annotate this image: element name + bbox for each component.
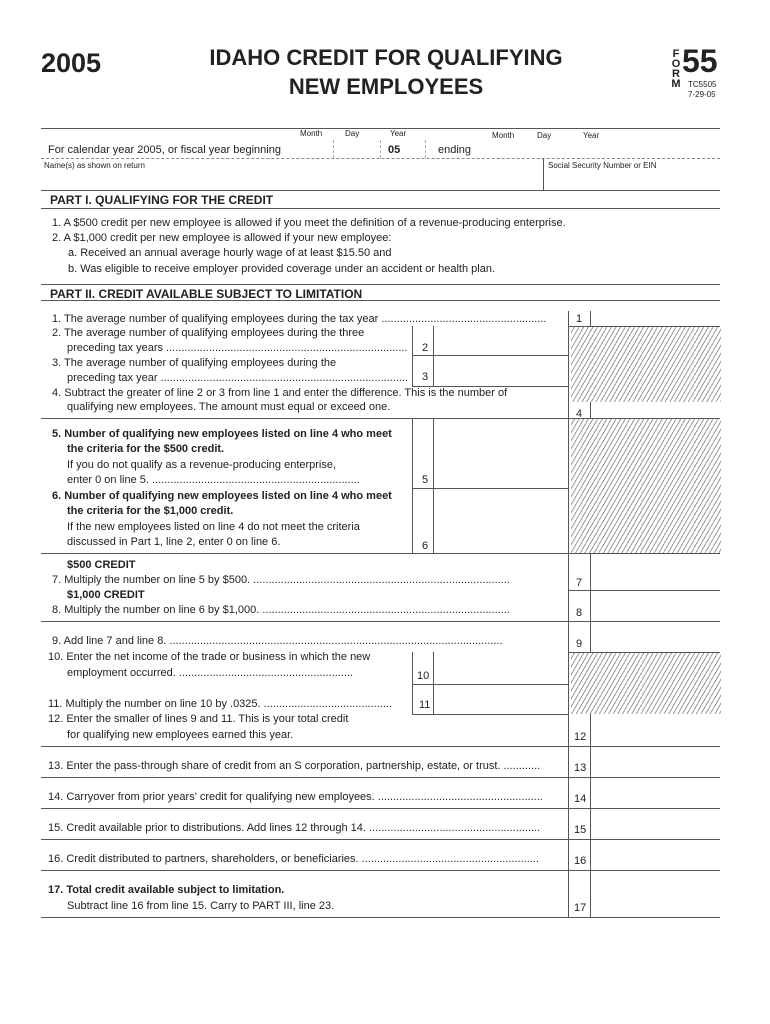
line7-text: 7. Multiply the number on line 5 by $500. .................................................................................... [52, 574, 510, 586]
line17-amount[interactable] [591, 871, 720, 916]
line5-note-cont: enter 0 on line 5. .................................................................... [67, 474, 360, 486]
part1-line2: 2. A $1,000 credit per new employee is allowed if your new employee: [52, 232, 392, 244]
line6-text-cont: the criteria for the $1,000 credit. [67, 505, 234, 517]
line-number: 5 [422, 474, 429, 486]
line17-text-cont: Subtract line 16 from line 15. Carry to PART III, line 23. [67, 900, 335, 912]
name-label: Name(s) as shown on return [44, 161, 145, 170]
divider [412, 652, 413, 714]
line16-text: 16. Credit distributed to partners, shareholders, or beneficiaries. .......................................................... [48, 853, 539, 865]
line3-text: 3. The average number of qualifying employees during the [52, 357, 337, 369]
ssn-field[interactable] [544, 170, 720, 188]
line8-text: 8. Multiply the number on line 6 by $1,000. ................................................................................. [52, 604, 510, 616]
form-letter: M [671, 78, 681, 90]
line-number: 6 [422, 540, 429, 552]
line-number: 3 [422, 371, 429, 383]
line13-text: 13. Enter the pass-through share of credit from an S corporation, partnership, estate, or trust. ............ [48, 760, 541, 772]
begin-month-field[interactable] [333, 140, 381, 158]
line5-text-cont: the criteria for the $500 credit. [67, 443, 225, 455]
title-line-1: IDAHO CREDIT FOR QUALIFYING [209, 45, 563, 70]
form-code [688, 80, 716, 100]
form-letter: O [671, 58, 681, 70]
line4-amount[interactable] [591, 402, 720, 418]
divider [412, 418, 413, 553]
rule [568, 326, 720, 327]
line5-note: If you do not qualify as a revenue-producing enterprise, [67, 459, 337, 471]
line11-amount[interactable] [434, 685, 568, 713]
line8-amount[interactable] [591, 591, 720, 620]
line6-note: If the new employees listed on line 4 do not meet the criteria [67, 521, 360, 533]
line12-amount[interactable] [591, 715, 720, 745]
line7-amount[interactable] [591, 555, 720, 590]
line14-amount[interactable] [591, 778, 720, 807]
line11-text: 11. Multiply the number on line 10 by .0325. .......................................... [48, 698, 393, 710]
line-number: 4 [576, 408, 583, 420]
line10-text-cont: employment occurred. ......................................................... [67, 667, 354, 679]
line2-text-cont: preceding tax years ............................................................................... [67, 342, 408, 354]
part1-line1: 1. A $500 credit per new employee is allowed if you meet the definition of a revenue-producing enterprise. [52, 217, 566, 229]
line4-text: 4. Subtract the greater of line 2 or 3 from line 1 and enter the difference. This is the number of [52, 387, 508, 399]
rule [41, 418, 720, 419]
line17-text: 17. Total credit available subject to limitation. [48, 884, 285, 896]
rule [41, 300, 720, 301]
name-field[interactable] [41, 160, 543, 188]
rule [41, 128, 720, 129]
title-line-2: NEW EMPLOYEES [288, 74, 484, 99]
line2-text: 2. The average number of qualifying employees during the three [52, 327, 365, 339]
line3-text-cont: preceding tax year ................................................................................. [67, 372, 409, 384]
line-number: 11 [419, 699, 431, 711]
calendar-year-text: For calendar year 2005, or fiscal year beginning [48, 144, 281, 156]
line4-text-cont: qualifying new employees. The amount must equal or exceed one. [67, 401, 391, 413]
line9-amount[interactable] [591, 622, 720, 651]
line-number: 1 [576, 313, 583, 325]
line2-amount[interactable] [434, 326, 568, 354]
part1-line2b: b. Was eligible to receive employer provided coverage under an accident or health plan. [68, 263, 496, 275]
form-title [170, 43, 602, 101]
1000-credit-heading: $1,000 CREDIT [67, 589, 145, 601]
line5-amount[interactable] [434, 418, 568, 487]
line-number: 7 [576, 577, 583, 589]
line-number: 14 [574, 793, 587, 805]
line12-text: 12. Enter the smaller of lines 9 and 11. This is your total credit [48, 713, 349, 725]
divider [412, 326, 413, 386]
line6-amount[interactable] [434, 489, 568, 552]
line-number: 13 [574, 762, 587, 774]
form-code-id: TC5505 [688, 80, 717, 89]
ending-label: ending [438, 144, 472, 156]
line-number: 15 [574, 824, 587, 836]
end-date-field[interactable] [480, 140, 720, 158]
part1-line2a: a. Received an annual average hourly wage of at least $15.50 and [68, 247, 392, 259]
line-number: 12 [574, 731, 587, 743]
end-year-label: Year [583, 131, 600, 140]
ssn-label: Social Security Number or EIN [548, 161, 657, 170]
line-number: 17 [574, 902, 587, 914]
year-label: Year [390, 129, 407, 138]
line15-text: 15. Credit available prior to distributions. Add lines 12 through 14. ........................................................ [48, 822, 541, 834]
part1-heading: PART I. QUALIFYING FOR THE CREDIT [50, 193, 274, 207]
end-month-label: Month [492, 131, 515, 140]
line-number: 10 [417, 670, 430, 682]
line9-text: 9. Add line 7 and line 8. ............................................................................................................. [52, 635, 503, 647]
shaded-area [571, 652, 721, 714]
end-day-label: Day [537, 131, 552, 140]
500-credit-heading: $500 CREDIT [67, 559, 136, 571]
line12-text-cont: for qualifying new employees earned this year. [67, 729, 294, 741]
rule [41, 284, 720, 285]
day-label: Day [345, 129, 360, 138]
begin-day-field[interactable] [379, 140, 426, 158]
rule [41, 190, 720, 191]
part2-heading: PART II. CREDIT AVAILABLE SUBJECT TO LIMITATION [50, 287, 363, 301]
line16-amount[interactable] [591, 840, 720, 869]
form-letter: F [672, 48, 680, 60]
month-label: Month [300, 129, 323, 138]
rule [41, 208, 720, 209]
form-number: 55 [682, 43, 718, 79]
rule [568, 652, 720, 653]
tax-year: 2005 [41, 48, 102, 78]
line10-text: 10. Enter the net income of the trade or business in which the new [48, 651, 371, 663]
line3-amount[interactable] [434, 356, 568, 384]
line6-note-cont: discussed in Part 1, line 2, enter 0 on line 6. [67, 536, 281, 548]
rule [41, 158, 720, 159]
rule [412, 714, 568, 715]
line1-text: 1. The average number of qualifying employees during the tax year ...................................................... [52, 313, 547, 325]
form-revision-date: 7-29-05 [688, 90, 716, 99]
form-vertical-label [671, 49, 681, 89]
line14-text: 14. Carryover from prior years' credit for qualifying new employees. ...................................................... [48, 791, 543, 803]
line-number: 8 [576, 607, 583, 619]
line5-text: 5. Number of qualifying new employees listed on line 4 who meet [52, 428, 392, 440]
line13-amount[interactable] [591, 747, 720, 776]
line6-text: 6. Number of qualifying new employees listed on line 4 who meet [52, 490, 392, 502]
shaded-area [571, 418, 721, 553]
rule [41, 917, 720, 918]
line-number: 9 [576, 638, 583, 650]
divider [568, 311, 569, 917]
begin-year-value: 05 [388, 144, 401, 156]
line15-amount[interactable] [591, 809, 720, 838]
rule [41, 553, 720, 554]
shaded-area [571, 326, 721, 402]
line10-amount[interactable] [434, 652, 568, 683]
form-letter: R [672, 68, 680, 80]
line-number: 2 [422, 342, 429, 354]
line-number: 16 [574, 855, 587, 867]
line1-amount[interactable] [591, 311, 720, 326]
